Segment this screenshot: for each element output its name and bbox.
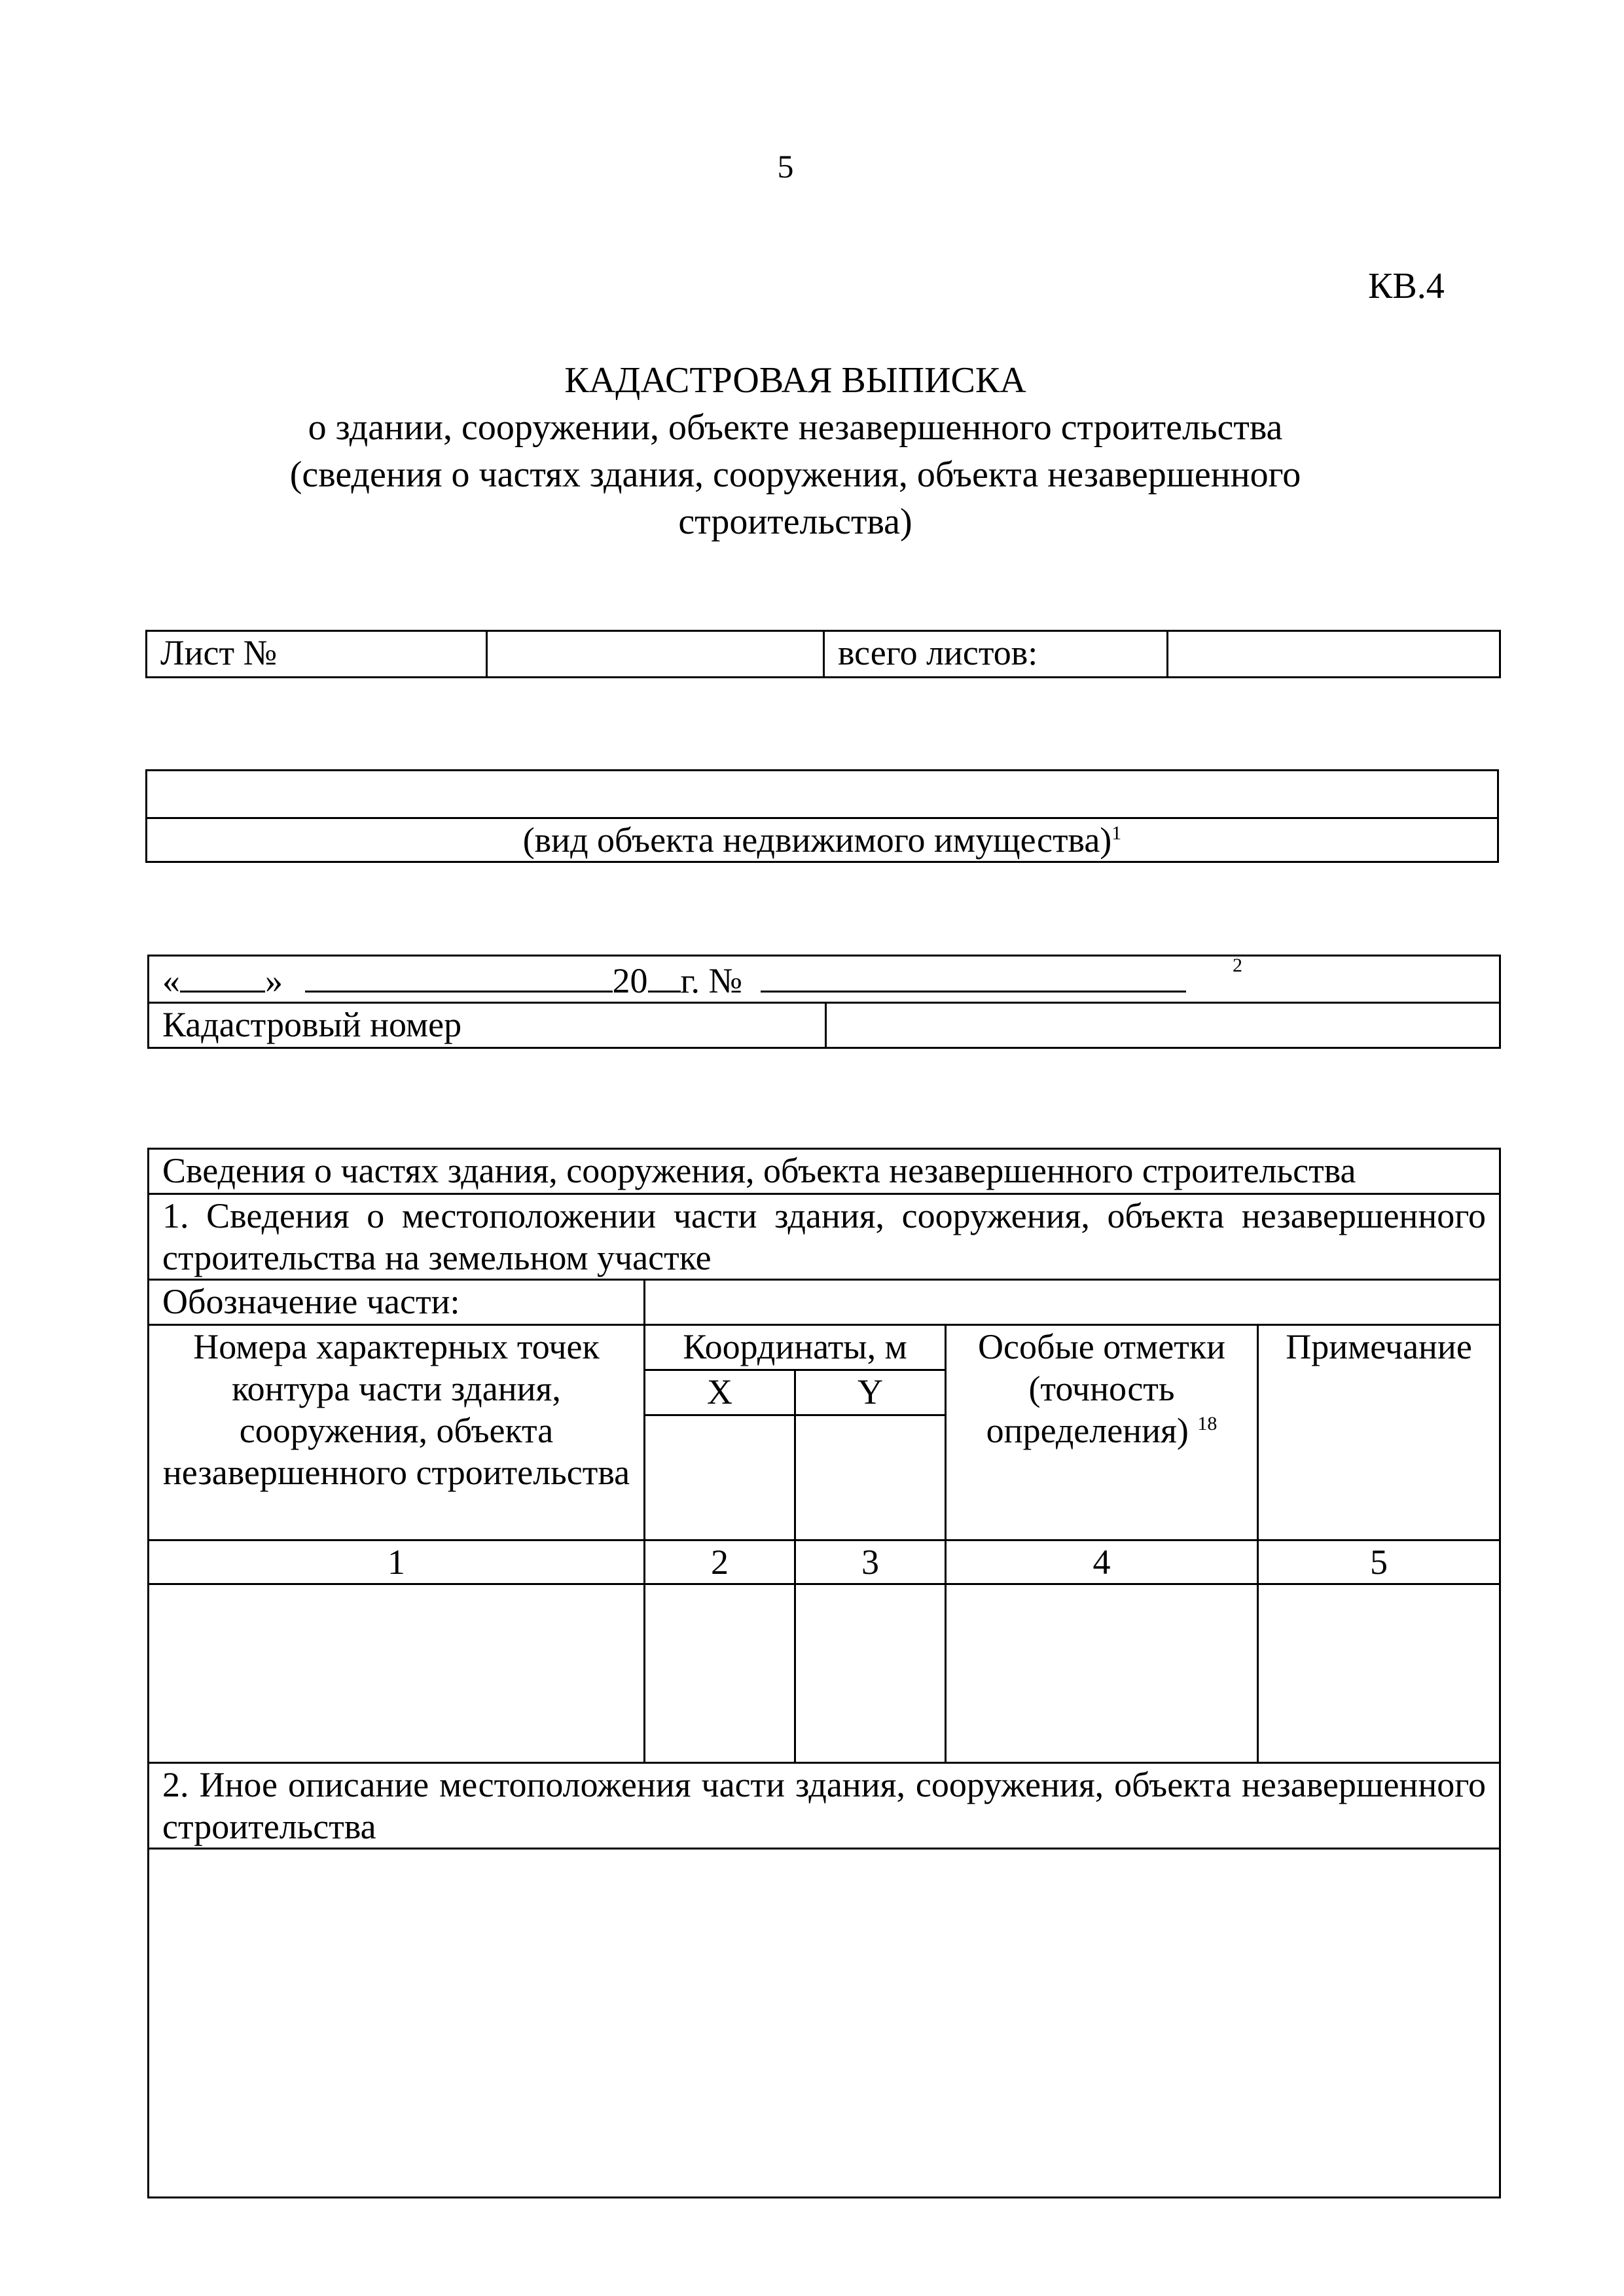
sheet-table (145, 630, 1501, 678)
sheet-number-label: Лист № (147, 631, 487, 678)
part-designation-label: Обозначение части: (149, 1280, 645, 1325)
col-header-notes: Особые отметки (точность определения) (978, 1327, 1225, 1450)
coord-x-header-blank (645, 1415, 795, 1540)
cadastral-number-label: Кадастровый номер (149, 1003, 826, 1048)
sheet-number-field[interactable] (487, 631, 824, 678)
coord-y-header-blank (795, 1415, 946, 1540)
parts-header: Сведения о частях здания, сооружения, объекта незавершенного строительства (149, 1149, 1500, 1194)
footnote-1: 1 (1111, 822, 1122, 844)
remark-data-cell[interactable] (1258, 1584, 1500, 1763)
other-description-field[interactable] (149, 1849, 1500, 2198)
col-header-x: X (645, 1370, 795, 1415)
title-line-3: (сведения о частях здания, сооружения, объекта незавершенного (289, 454, 1301, 495)
object-type-caption-cell (147, 818, 1498, 862)
object-type-table (145, 769, 1499, 863)
total-sheets-field[interactable] (1168, 631, 1500, 678)
form-code: КВ.4 (1368, 266, 1445, 306)
col-header-notes-cell (946, 1325, 1258, 1540)
col-number-5: 5 (1258, 1540, 1500, 1584)
day-field[interactable] (180, 957, 265, 993)
close-quote: » (265, 961, 283, 1000)
section-1-heading: 1. Сведения о местоположении части здания, сооружения, объекта незавершенного строительства на земельном участке (149, 1194, 1500, 1280)
col-header-points: Номера характерных точек контура части здания, сооружения, объекта незавершенного строительства (149, 1325, 645, 1540)
title-line-4: строительства) (678, 501, 912, 542)
date-row: « » 20 г. № 2 (149, 956, 1500, 1003)
object-type-caption: (вид объекта недвижимого имущества) (522, 820, 1112, 860)
section-2-heading: 2. Иное описание местоположения части здания, сооружения, объекта незавершенного строительства (149, 1763, 1500, 1849)
notes-data-cell[interactable] (946, 1584, 1258, 1763)
cadastral-number-field[interactable] (826, 1003, 1500, 1048)
x-data-cell[interactable] (645, 1584, 795, 1763)
year-field[interactable] (648, 957, 681, 993)
year-prefix: 20 (612, 961, 648, 1000)
page-number: 5 (777, 148, 794, 185)
number-label: г. № (680, 961, 743, 1000)
object-type-field[interactable] (147, 771, 1498, 818)
col-header-coordinates: Координаты, м (645, 1325, 946, 1370)
footnote-18: 18 (1197, 1413, 1218, 1434)
title-line-1: КАДАСТРОВАЯ ВЫПИСКА (564, 360, 1026, 401)
col-number-1: 1 (149, 1540, 645, 1584)
col-header-remark: Примечание (1258, 1325, 1500, 1540)
part-designation-field[interactable] (645, 1280, 1500, 1325)
month-field[interactable] (305, 957, 613, 993)
document-title (0, 357, 1591, 545)
parts-table (147, 1148, 1501, 2198)
col-number-2: 2 (645, 1540, 795, 1584)
title-line-2: о здании, сооружении, объекте незавершенного строительства (308, 407, 1283, 448)
total-sheets-label: всего листов: (824, 631, 1168, 678)
y-data-cell[interactable] (795, 1584, 946, 1763)
document-number-field[interactable] (761, 957, 1186, 993)
col-number-4: 4 (946, 1540, 1258, 1584)
points-data-cell[interactable] (149, 1584, 645, 1763)
open-quote: « (162, 961, 180, 1000)
date-cadastral-table (147, 955, 1501, 1049)
col-number-3: 3 (795, 1540, 946, 1584)
col-header-y: Y (795, 1370, 946, 1415)
